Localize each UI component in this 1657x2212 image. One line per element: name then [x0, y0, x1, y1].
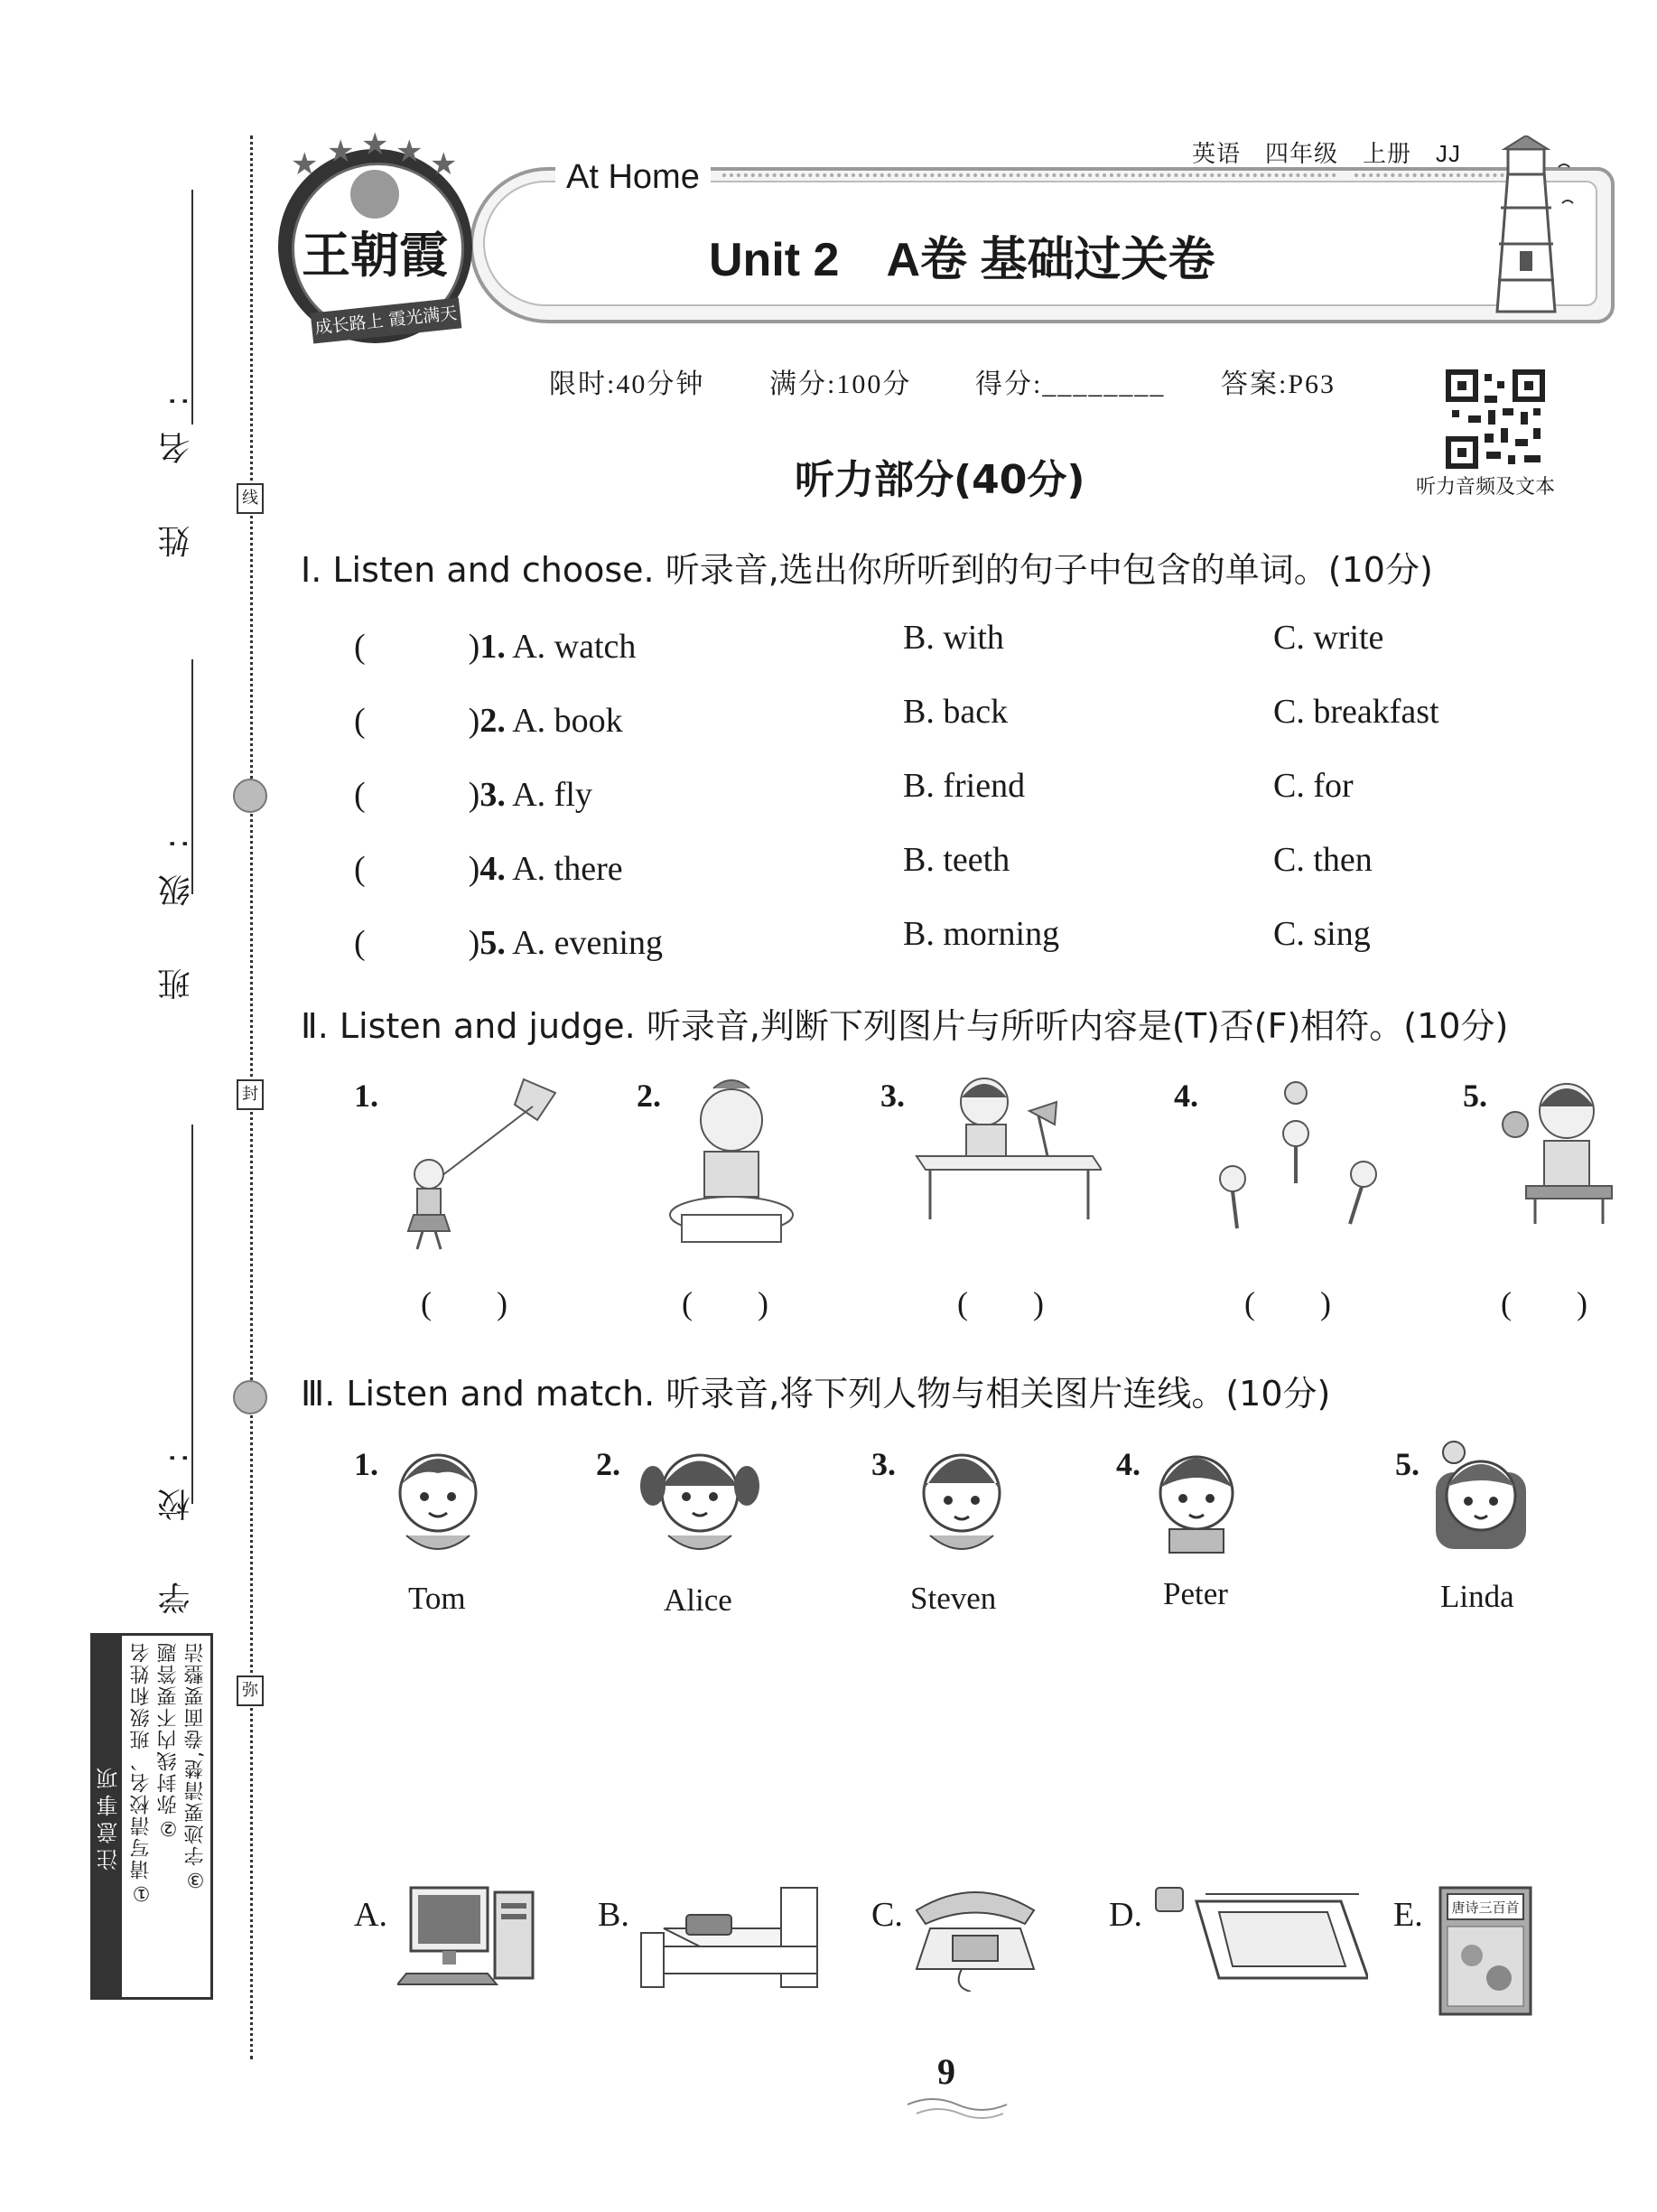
tag-feng: 封: [237, 1079, 264, 1110]
question-number: 2.: [479, 702, 506, 740]
tag-mi: 弥: [237, 1675, 264, 1706]
option-c: C. then: [1273, 841, 1373, 879]
question-number: 3.: [479, 776, 506, 814]
judge-bracket[interactable]: ( ): [421, 1285, 507, 1321]
item-number: 1.: [354, 1078, 378, 1114]
score-field[interactable]: 得分:________: [975, 369, 1166, 399]
page-number: 9: [937, 2051, 955, 2092]
star-icon: ★: [396, 134, 424, 170]
time-limit: 限时:40分钟: [549, 369, 705, 399]
option-c: C. for: [1273, 767, 1354, 805]
option-c: C. sing: [1273, 915, 1371, 953]
person-name: Tom: [408, 1581, 466, 1616]
note-line: ③字迹要清楚,卷面要整洁: [184, 1641, 207, 1890]
section1-heading: Ⅰ. Listen and choose. 听录音,选出你所听到的句子中包含的单词。(10分): [301, 550, 1433, 590]
steven-face-picture: [908, 1441, 1016, 1558]
answer-ref: 答案:P63: [1221, 369, 1336, 399]
person-name: Steven: [910, 1581, 997, 1616]
item-number: 3.: [880, 1078, 905, 1114]
person-number: 1.: [354, 1446, 378, 1482]
object-letter: E.: [1393, 1896, 1423, 1934]
judge-bracket[interactable]: ( ): [957, 1285, 1044, 1321]
option-b: B. morning: [903, 915, 1060, 953]
tag-xian: 线: [237, 483, 264, 514]
wave-decor-icon: [903, 2094, 1011, 2121]
listening-title: 听力部分(40分): [795, 457, 1085, 503]
object-letter: C.: [871, 1896, 903, 1934]
washing-face-picture: [664, 1070, 799, 1251]
star-icon: ★: [361, 126, 389, 163]
girl-teddy-picture: [1490, 1070, 1616, 1228]
answer-bracket[interactable]: ( ): [354, 628, 480, 666]
subject-info: 英语 四年级 上册 JJ: [1192, 140, 1462, 167]
unit-topic: At Home: [555, 158, 711, 197]
item-number: 2.: [637, 1078, 661, 1114]
option-c: C. write: [1273, 619, 1384, 657]
question-number: 5.: [479, 924, 506, 962]
person-name: Peter: [1163, 1576, 1228, 1611]
decor-circle-icon: [233, 779, 267, 813]
object-letter: A.: [354, 1896, 387, 1934]
full-score: 满分:100分: [769, 369, 912, 399]
peter-face-picture: [1147, 1441, 1246, 1558]
banner-dots: [722, 173, 1336, 195]
logo-text: 王朝霞: [302, 226, 448, 284]
option-b: B. back: [903, 693, 1009, 731]
star-icon: ★: [430, 146, 458, 182]
notes-box: [90, 1633, 213, 2000]
option-b: B. with: [903, 619, 1004, 657]
class-label: 班 级:: [158, 813, 195, 1001]
bed-icon: [637, 1879, 826, 1992]
person-number: 2.: [596, 1446, 620, 1482]
question-number: 1.: [479, 628, 506, 666]
option-b: B. friend: [903, 767, 1026, 805]
option-a: A. there: [512, 850, 623, 888]
telephone-icon: [908, 1883, 1043, 1992]
option-a: A. evening: [512, 924, 663, 962]
book-cover-title: 唐诗三百首: [1451, 1899, 1520, 1916]
option-a: A. fly: [512, 776, 592, 814]
linda-face-picture: [1427, 1436, 1535, 1558]
judge-bracket[interactable]: ( ): [1244, 1285, 1331, 1321]
name-label: 姓 名:: [158, 370, 195, 558]
class-blank[interactable]: [191, 659, 193, 894]
school-label: 学 校:: [158, 1427, 195, 1615]
book-icon: [1431, 1883, 1540, 2019]
notes-title: 注意事项: [93, 1636, 122, 1997]
judge-bracket[interactable]: ( ): [682, 1285, 768, 1321]
person-number: 5.: [1395, 1446, 1420, 1482]
qr-caption: 听力音频及文本: [1416, 475, 1556, 498]
boy-desk-picture: [912, 1070, 1102, 1224]
decor-circle-icon: [233, 1380, 267, 1414]
answer-bracket[interactable]: ( ): [354, 924, 480, 962]
person-number: 4.: [1116, 1446, 1140, 1482]
object-letter: B.: [598, 1896, 629, 1934]
school-blank[interactable]: [191, 1125, 193, 1504]
answer-bracket[interactable]: ( ): [354, 702, 480, 740]
lighthouse-icon: [1472, 135, 1580, 321]
person-number: 3.: [871, 1446, 896, 1482]
person-name: Linda: [1440, 1579, 1514, 1614]
object-letter: D.: [1109, 1896, 1142, 1934]
kids-playing-picture: [1201, 1070, 1391, 1242]
answer-bracket[interactable]: ( ): [354, 850, 480, 888]
answer-bracket[interactable]: ( ): [354, 776, 480, 814]
logo-portrait-icon: [350, 170, 399, 219]
logo-slogan: 成长路上 霞光满天: [311, 297, 462, 343]
kite-girl-picture: [388, 1070, 569, 1251]
alice-face-picture: [637, 1441, 763, 1558]
option-a: A. watch: [512, 628, 637, 666]
computer-icon: [397, 1883, 542, 1992]
section3-heading: Ⅲ. Listen and match. 听录音,将下列人物与相关图片连线。(10分): [301, 1374, 1331, 1414]
page-title: Unit 2 A卷 基础过关卷: [709, 234, 1215, 286]
qr-code-icon[interactable]: [1445, 369, 1546, 470]
option-b: B. teeth: [903, 841, 1010, 879]
note-line: ①请写清校名、班级和姓名: [130, 1641, 153, 1904]
star-icon: ★: [327, 134, 355, 170]
question-number: 4.: [479, 850, 506, 888]
item-number: 5.: [1463, 1078, 1487, 1114]
item-number: 4.: [1174, 1078, 1198, 1114]
note-line: ②弥封线内不要答题: [157, 1641, 180, 1839]
star-icon: ★: [291, 146, 319, 182]
option-c: C. breakfast: [1273, 693, 1439, 731]
option-a: A. book: [512, 702, 623, 740]
name-blank[interactable]: [191, 190, 193, 425]
tom-face-picture: [388, 1441, 488, 1558]
person-name: Alice: [664, 1582, 732, 1618]
sink-icon: [1151, 1883, 1368, 1983]
section2-heading: Ⅱ. Listen and judge. 听录音,判断下列图片与所听内容是(T)否(F)相符。(10分): [301, 1006, 1509, 1046]
judge-bracket[interactable]: ( ): [1501, 1285, 1587, 1321]
